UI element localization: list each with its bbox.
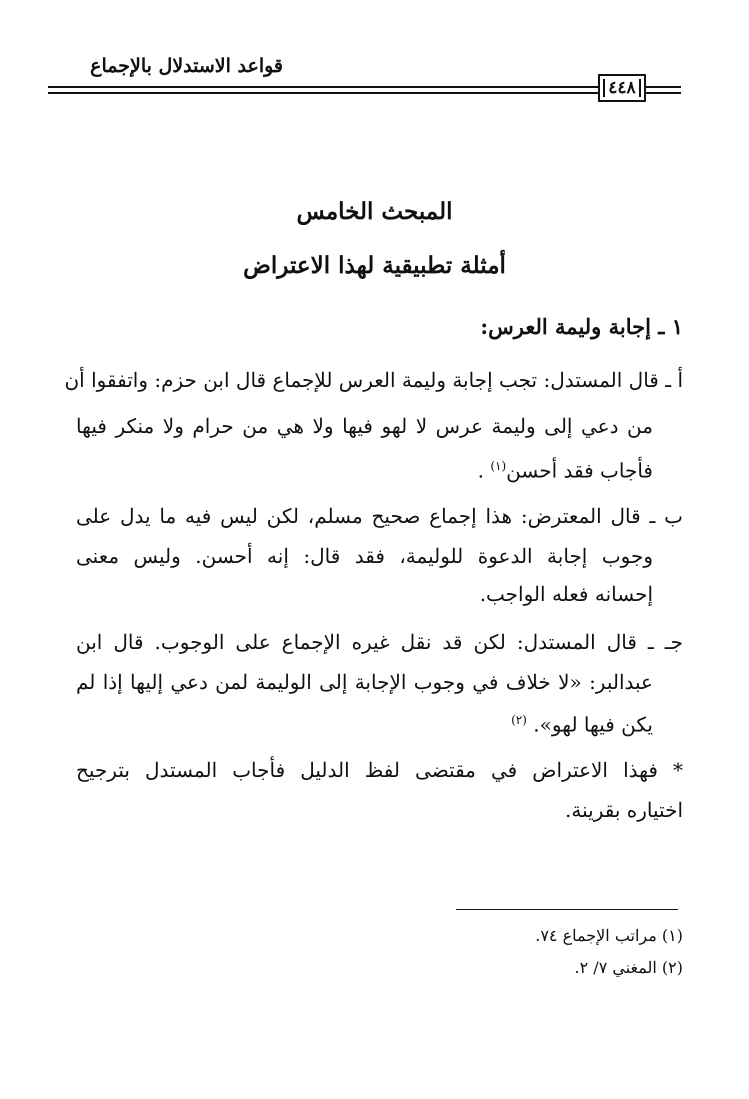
header-rule-bottom [48,92,681,94]
paragraph-a-line-3-text: فأجاب فقد أحسن [506,458,653,483]
paragraph-a-line-2: من دعي إلى وليمة عرس لا لهو فيها ولا هي من حرام ولا منكر فيها [76,414,653,438]
footnote-ref-1: (١) [490,459,507,473]
footnote-ref-2: (٢) [511,713,527,727]
footnote-separator [456,909,678,910]
note-line-1: * فهذا الاعتراض في مقتضى لفظ الدليل فأجاب المستدل بترجيح [76,758,683,782]
paragraph-a-line-3 [76,452,653,485]
running-header-title: قواعد الاستدلال بالإجماع [90,55,283,77]
page-number: ٤٤٨ [598,74,646,102]
paragraph-b-line-3: إحسانه فعله الواجب. [479,582,653,606]
chapter-subtitle: أمثلة تطبيقية لهذا الاعتراض [243,252,506,279]
paragraph-b-line-1: ب ـ قال المعترض: هذا إجماع صحيح مسلم، لكن ليس فيه ما يدل على [76,504,683,528]
footnote-1: (١) مراتب الإجماع ٧٤. [535,926,683,945]
section-title: ١ ـ إجابة وليمة العرس: [480,314,683,339]
paragraph-c-line-3 [76,706,653,739]
paragraph-c-line-1: جـ ـ قال المستدل: لكن قد نقل غيره الإجماع على الوجوب. قال ابن [76,630,683,654]
note-line-2: اختياره بقرينة. [565,798,683,822]
header-rule-top [48,86,681,88]
paragraph-c-line-3-text: يكن فيها لهو». [533,712,653,737]
footnote-2: (٢) المغني ٧/ ٢. [574,958,683,977]
paragraph-c-line-2: عبدالبر: «لا خلاف في وجوب الإجابة إلى الوليمة لمن دعي إليها إذا لم [76,670,653,694]
paragraph-b-line-2: وجوب إجابة الدعوة للوليمة، فقد قال: إنه أحسن. وليس معنى [76,544,653,568]
chapter-heading: المبحث الخامس [296,198,453,225]
paragraph-a-line-3-end: . [477,458,491,483]
paragraph-a-line-1: أ ـ قال المستدل: تجب إجابة وليمة العرس للإجماع قال ابن حزم: واتفقوا أن [64,368,683,392]
